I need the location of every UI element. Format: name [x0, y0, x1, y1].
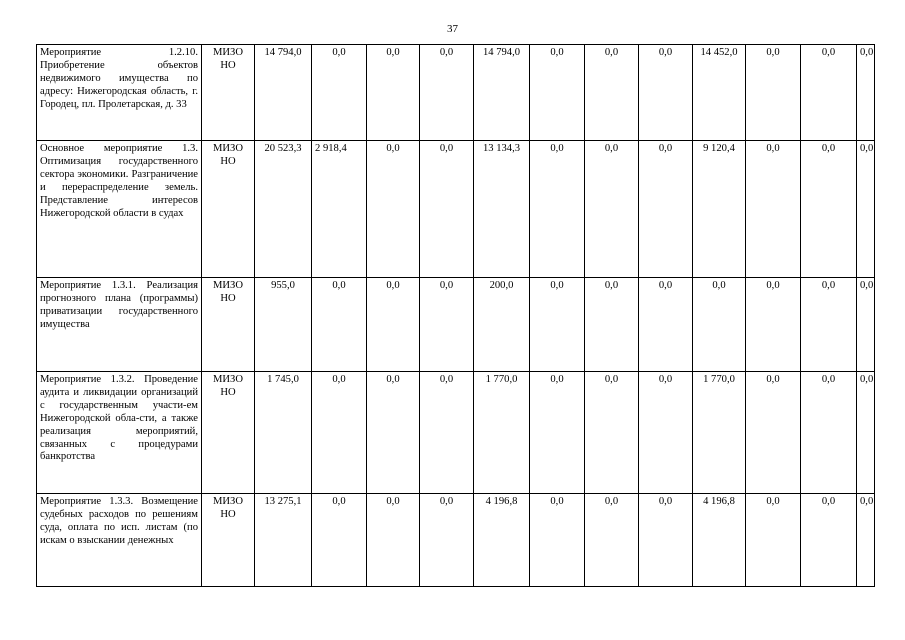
value-cell: 1 770,0: [693, 372, 746, 494]
value-cell: 0,0: [420, 141, 474, 278]
value-cell: 200,0: [474, 278, 530, 372]
executor-cell: МИЗО НО: [202, 372, 255, 494]
value-cell: 0,0: [420, 278, 474, 372]
value-cell: 4 196,8: [693, 494, 746, 587]
activity-cell: Мероприятие 1.2.10. Приобретение объектов недвижимого имущества по адресу: Нижегородская область, г. Городец, пл. Пролетарская, д. 33: [37, 45, 202, 141]
value-cell: 0,0: [585, 278, 639, 372]
value-cell: 13 275,1: [255, 494, 312, 587]
value-cell: 0,0: [420, 372, 474, 494]
value-cell: 0,0: [746, 45, 801, 141]
value-cell: 0,0: [585, 372, 639, 494]
value-cell: 0,0: [367, 278, 420, 372]
value-cell: 0,0: [312, 372, 367, 494]
value-cell: 14 794,0: [255, 45, 312, 141]
value-cell: 0,0: [367, 494, 420, 587]
table-row: [37, 141, 875, 278]
value-cell: 9 120,4: [693, 141, 746, 278]
activity-cell: Мероприятие 1.3.2. Проведение аудита и ликвидации организаций с государственным участи-ем Нижегородской обла-сти, а также реализация мероприятий, связанных с процедурами банкротства: [37, 372, 202, 494]
value-cell: 20 523,3: [255, 141, 312, 278]
value-cell: 0,0: [639, 494, 693, 587]
value-cell: 0,0: [585, 45, 639, 141]
value-cell: 0,0: [530, 278, 585, 372]
value-cell: 0,0: [530, 45, 585, 141]
value-cell: 0,0: [639, 141, 693, 278]
value-cell: 0,0: [746, 372, 801, 494]
executor-cell: МИЗО НО: [202, 278, 255, 372]
value-cell: 4 196,8: [474, 494, 530, 587]
value-cell: 1 770,0: [474, 372, 530, 494]
value-cell: 0,0: [639, 278, 693, 372]
value-cell: 0,0: [746, 494, 801, 587]
executor-cell: МИЗО НО: [202, 494, 255, 587]
value-cell: 0,0: [693, 278, 746, 372]
table-row: [37, 278, 875, 372]
value-cell: 0,0: [801, 141, 857, 278]
value-cell: 0,0: [639, 372, 693, 494]
value-cell: 0,0: [746, 278, 801, 372]
value-cell: 0,0: [312, 278, 367, 372]
value-cell: 14 452,0: [693, 45, 746, 141]
table-row: [37, 372, 875, 494]
value-cell: 0,0: [857, 278, 875, 372]
value-cell: 0,0: [312, 45, 367, 141]
activity-cell: Мероприятие 1.3.1. Реализация прогнозного плана (программы) приватизации государственного имущества: [37, 278, 202, 372]
activity-cell: Мероприятие 1.3.3. Возмещение судебных расходов по решениям суда, оплата по исп. листам (по искам о взыскании денежных: [37, 494, 202, 587]
value-cell: 0,0: [367, 45, 420, 141]
value-cell: 14 794,0: [474, 45, 530, 141]
value-cell: 0,0: [857, 494, 875, 587]
value-cell: 955,0: [255, 278, 312, 372]
table-row: [37, 494, 875, 587]
value-cell: 0,0: [857, 141, 875, 278]
budget-table: [36, 44, 875, 587]
value-cell: 0,0: [367, 372, 420, 494]
activity-cell: Основное мероприятие 1.3. Оптимизация государственного сектора экономики. Разграничение и перераспределение земель. Представление интересов Нижегородской области в судах: [37, 141, 202, 278]
value-cell: 13 134,3: [474, 141, 530, 278]
value-cell: 0,0: [367, 141, 420, 278]
executor-cell: МИЗО НО: [202, 141, 255, 278]
value-cell: 0,0: [420, 45, 474, 141]
table-body: [37, 45, 875, 587]
executor-cell: МИЗО НО: [202, 45, 255, 141]
value-cell: 1 745,0: [255, 372, 312, 494]
value-cell: 0,0: [312, 494, 367, 587]
value-cell: 0,0: [639, 45, 693, 141]
value-cell: 0,0: [857, 372, 875, 494]
value-cell: 0,0: [585, 141, 639, 278]
value-cell: 0,0: [530, 494, 585, 587]
value-cell: 2 918,4: [312, 141, 367, 278]
value-cell: 0,0: [801, 494, 857, 587]
value-cell: 0,0: [530, 372, 585, 494]
page-number: 37: [447, 23, 458, 35]
value-cell: 0,0: [801, 278, 857, 372]
value-cell: 0,0: [530, 141, 585, 278]
value-cell: 0,0: [857, 45, 875, 141]
table-row: [37, 45, 875, 141]
value-cell: 0,0: [801, 45, 857, 141]
value-cell: 0,0: [585, 494, 639, 587]
value-cell: 0,0: [746, 141, 801, 278]
value-cell: 0,0: [801, 372, 857, 494]
value-cell: 0,0: [420, 494, 474, 587]
